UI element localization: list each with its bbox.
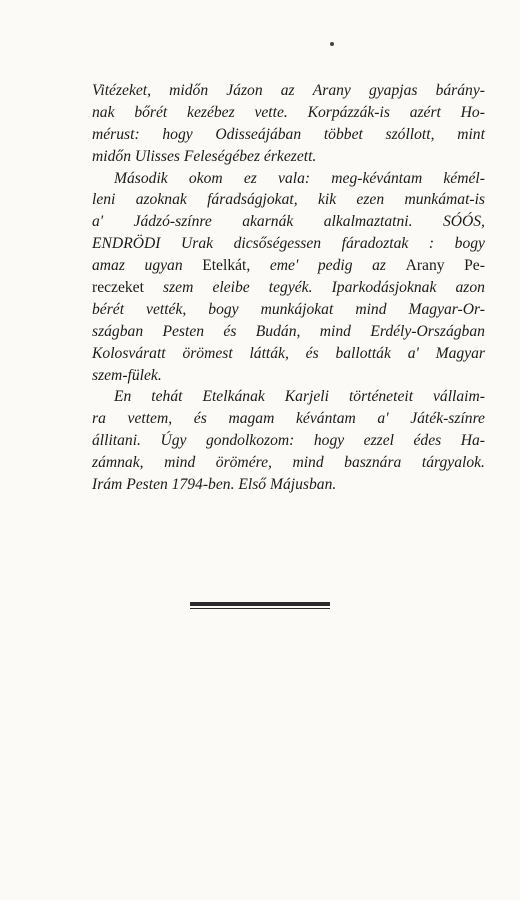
word: SÓÓS, <box>442 213 485 231</box>
word: ENDRÖDI <box>92 235 161 253</box>
word: kik <box>317 191 337 209</box>
word: az <box>280 82 295 99</box>
word: hogy <box>162 125 193 143</box>
word: dicsőségessen <box>233 235 322 253</box>
word: mérust: <box>92 125 140 143</box>
text-line <box>92 124 485 146</box>
text-line <box>92 343 485 365</box>
text-line <box>92 211 485 233</box>
text-line <box>92 146 485 168</box>
word: : <box>428 235 435 253</box>
word: gyapjas <box>368 82 418 99</box>
word: és <box>223 322 237 340</box>
word: Karjeli <box>284 388 329 406</box>
rule-thick <box>190 602 330 606</box>
word: többet <box>323 125 363 143</box>
text-line <box>92 430 485 452</box>
word: örömest <box>182 344 233 362</box>
word: eme' <box>269 257 299 275</box>
word: hogy <box>313 432 345 450</box>
word: Pe- <box>464 257 485 275</box>
word: munkámat-is <box>404 191 485 209</box>
word: ez <box>243 169 257 187</box>
word: mind <box>355 300 387 318</box>
word: bogy <box>208 300 239 318</box>
word: vettem, <box>127 410 173 428</box>
word: midőn <box>169 82 209 99</box>
word: és <box>193 410 207 428</box>
word: bogy <box>454 235 485 253</box>
word: bárány- <box>435 82 485 99</box>
word: állitani. <box>92 432 141 450</box>
word: Magyar <box>435 344 485 362</box>
text-line <box>92 474 485 496</box>
word: Pesten <box>162 322 205 340</box>
word: Második <box>114 169 168 187</box>
word: bőrét <box>134 103 168 121</box>
word: Játék-színre <box>410 410 485 428</box>
word: szem-fülek. <box>92 366 162 384</box>
word: Vitézeket, <box>92 82 152 99</box>
word: a' <box>377 410 389 428</box>
word: ballották <box>335 344 391 362</box>
word: Erdély-Országban <box>370 322 485 340</box>
word: szem <box>163 279 194 297</box>
word: tárgyalok. <box>421 454 485 472</box>
word: édes <box>413 432 442 450</box>
text-line <box>92 168 485 190</box>
word: Budán, <box>255 322 301 340</box>
word: zámnak, <box>92 454 144 472</box>
word: örömére, <box>215 454 272 472</box>
word: az <box>372 257 386 275</box>
page-mark <box>330 42 334 46</box>
word: ugyan <box>144 257 183 275</box>
word: Arany <box>312 82 351 99</box>
word: leni <box>92 191 116 209</box>
word: gondolkozom: <box>205 432 295 450</box>
word: akarnák <box>242 213 294 231</box>
word: tehát <box>151 388 183 406</box>
word: basznára <box>344 454 402 472</box>
text-line <box>92 255 485 277</box>
text-line <box>92 102 485 124</box>
word: mind <box>292 454 324 472</box>
word: Etelkát, <box>202 257 251 275</box>
word: meg-kévántam <box>331 169 423 187</box>
word: Magyar-Or- <box>408 300 485 318</box>
word: tegyék. <box>268 279 313 297</box>
section-rule <box>190 602 330 609</box>
text-line <box>92 321 485 343</box>
word: szágban <box>92 322 144 340</box>
word: Kolosváratt <box>92 344 166 362</box>
word: fáradságjokat, <box>207 191 298 209</box>
word: kémél- <box>443 169 485 187</box>
word: kévántam <box>296 410 356 428</box>
word: azért <box>409 103 441 121</box>
word: Odisseájában <box>215 125 302 143</box>
word: ra <box>92 410 106 428</box>
word: Úgy <box>160 432 187 450</box>
word: Arany <box>405 257 445 275</box>
word: mint <box>457 125 485 143</box>
word: midőn Ulisses Feleségébez érkezett. <box>92 147 317 165</box>
word: Irám Pesten 1794-ben. Első Májusban. <box>92 476 337 494</box>
word: fáradoztak <box>341 235 409 253</box>
text-line <box>92 80 485 102</box>
word: történeteit <box>348 388 414 406</box>
word: En <box>114 388 132 406</box>
text-line <box>92 408 485 430</box>
word: azon <box>455 279 485 297</box>
word: látták, <box>249 344 289 362</box>
word: vette. <box>254 103 288 121</box>
word: nak <box>92 103 115 121</box>
word: Korpázzák-is <box>307 103 390 121</box>
text-line <box>92 233 485 255</box>
word: szóllott, <box>385 125 435 143</box>
word: Urak <box>180 235 214 253</box>
word: vállaim- <box>433 388 485 406</box>
rule-thin <box>190 608 330 609</box>
word: és <box>305 344 319 362</box>
text-line <box>92 386 485 408</box>
word: a' <box>407 344 419 362</box>
word: Ho- <box>460 103 485 121</box>
word: mind <box>164 454 196 472</box>
word: munkájokat <box>260 300 334 318</box>
word: azoknak <box>135 191 187 209</box>
word: vala: <box>278 169 311 187</box>
word: alkalmaztatni. <box>323 213 413 231</box>
text-line <box>92 277 485 299</box>
word: ezen <box>356 191 385 209</box>
body-text <box>92 80 485 496</box>
word: pedig <box>317 257 353 275</box>
word: Etelkának <box>202 388 265 406</box>
text-line <box>92 189 485 211</box>
text-line <box>92 452 485 474</box>
word: magam <box>228 410 275 428</box>
word: amaz <box>92 257 125 275</box>
word: mind <box>319 322 351 340</box>
text-line <box>92 365 485 387</box>
word: Iparkodásjoknak <box>331 279 437 297</box>
word: bérét <box>92 300 125 318</box>
word: eleibe <box>212 279 250 297</box>
word: reczeket <box>92 279 144 297</box>
word: Ha- <box>460 432 485 450</box>
word: okom <box>188 169 223 187</box>
word: kezébez <box>187 103 235 121</box>
word: Jázon <box>226 82 263 99</box>
word: Jádzó-színre <box>133 213 212 231</box>
word: ezzel <box>363 432 394 450</box>
word: a' <box>92 213 104 231</box>
word: vették, <box>146 300 187 318</box>
text-line <box>92 299 485 321</box>
